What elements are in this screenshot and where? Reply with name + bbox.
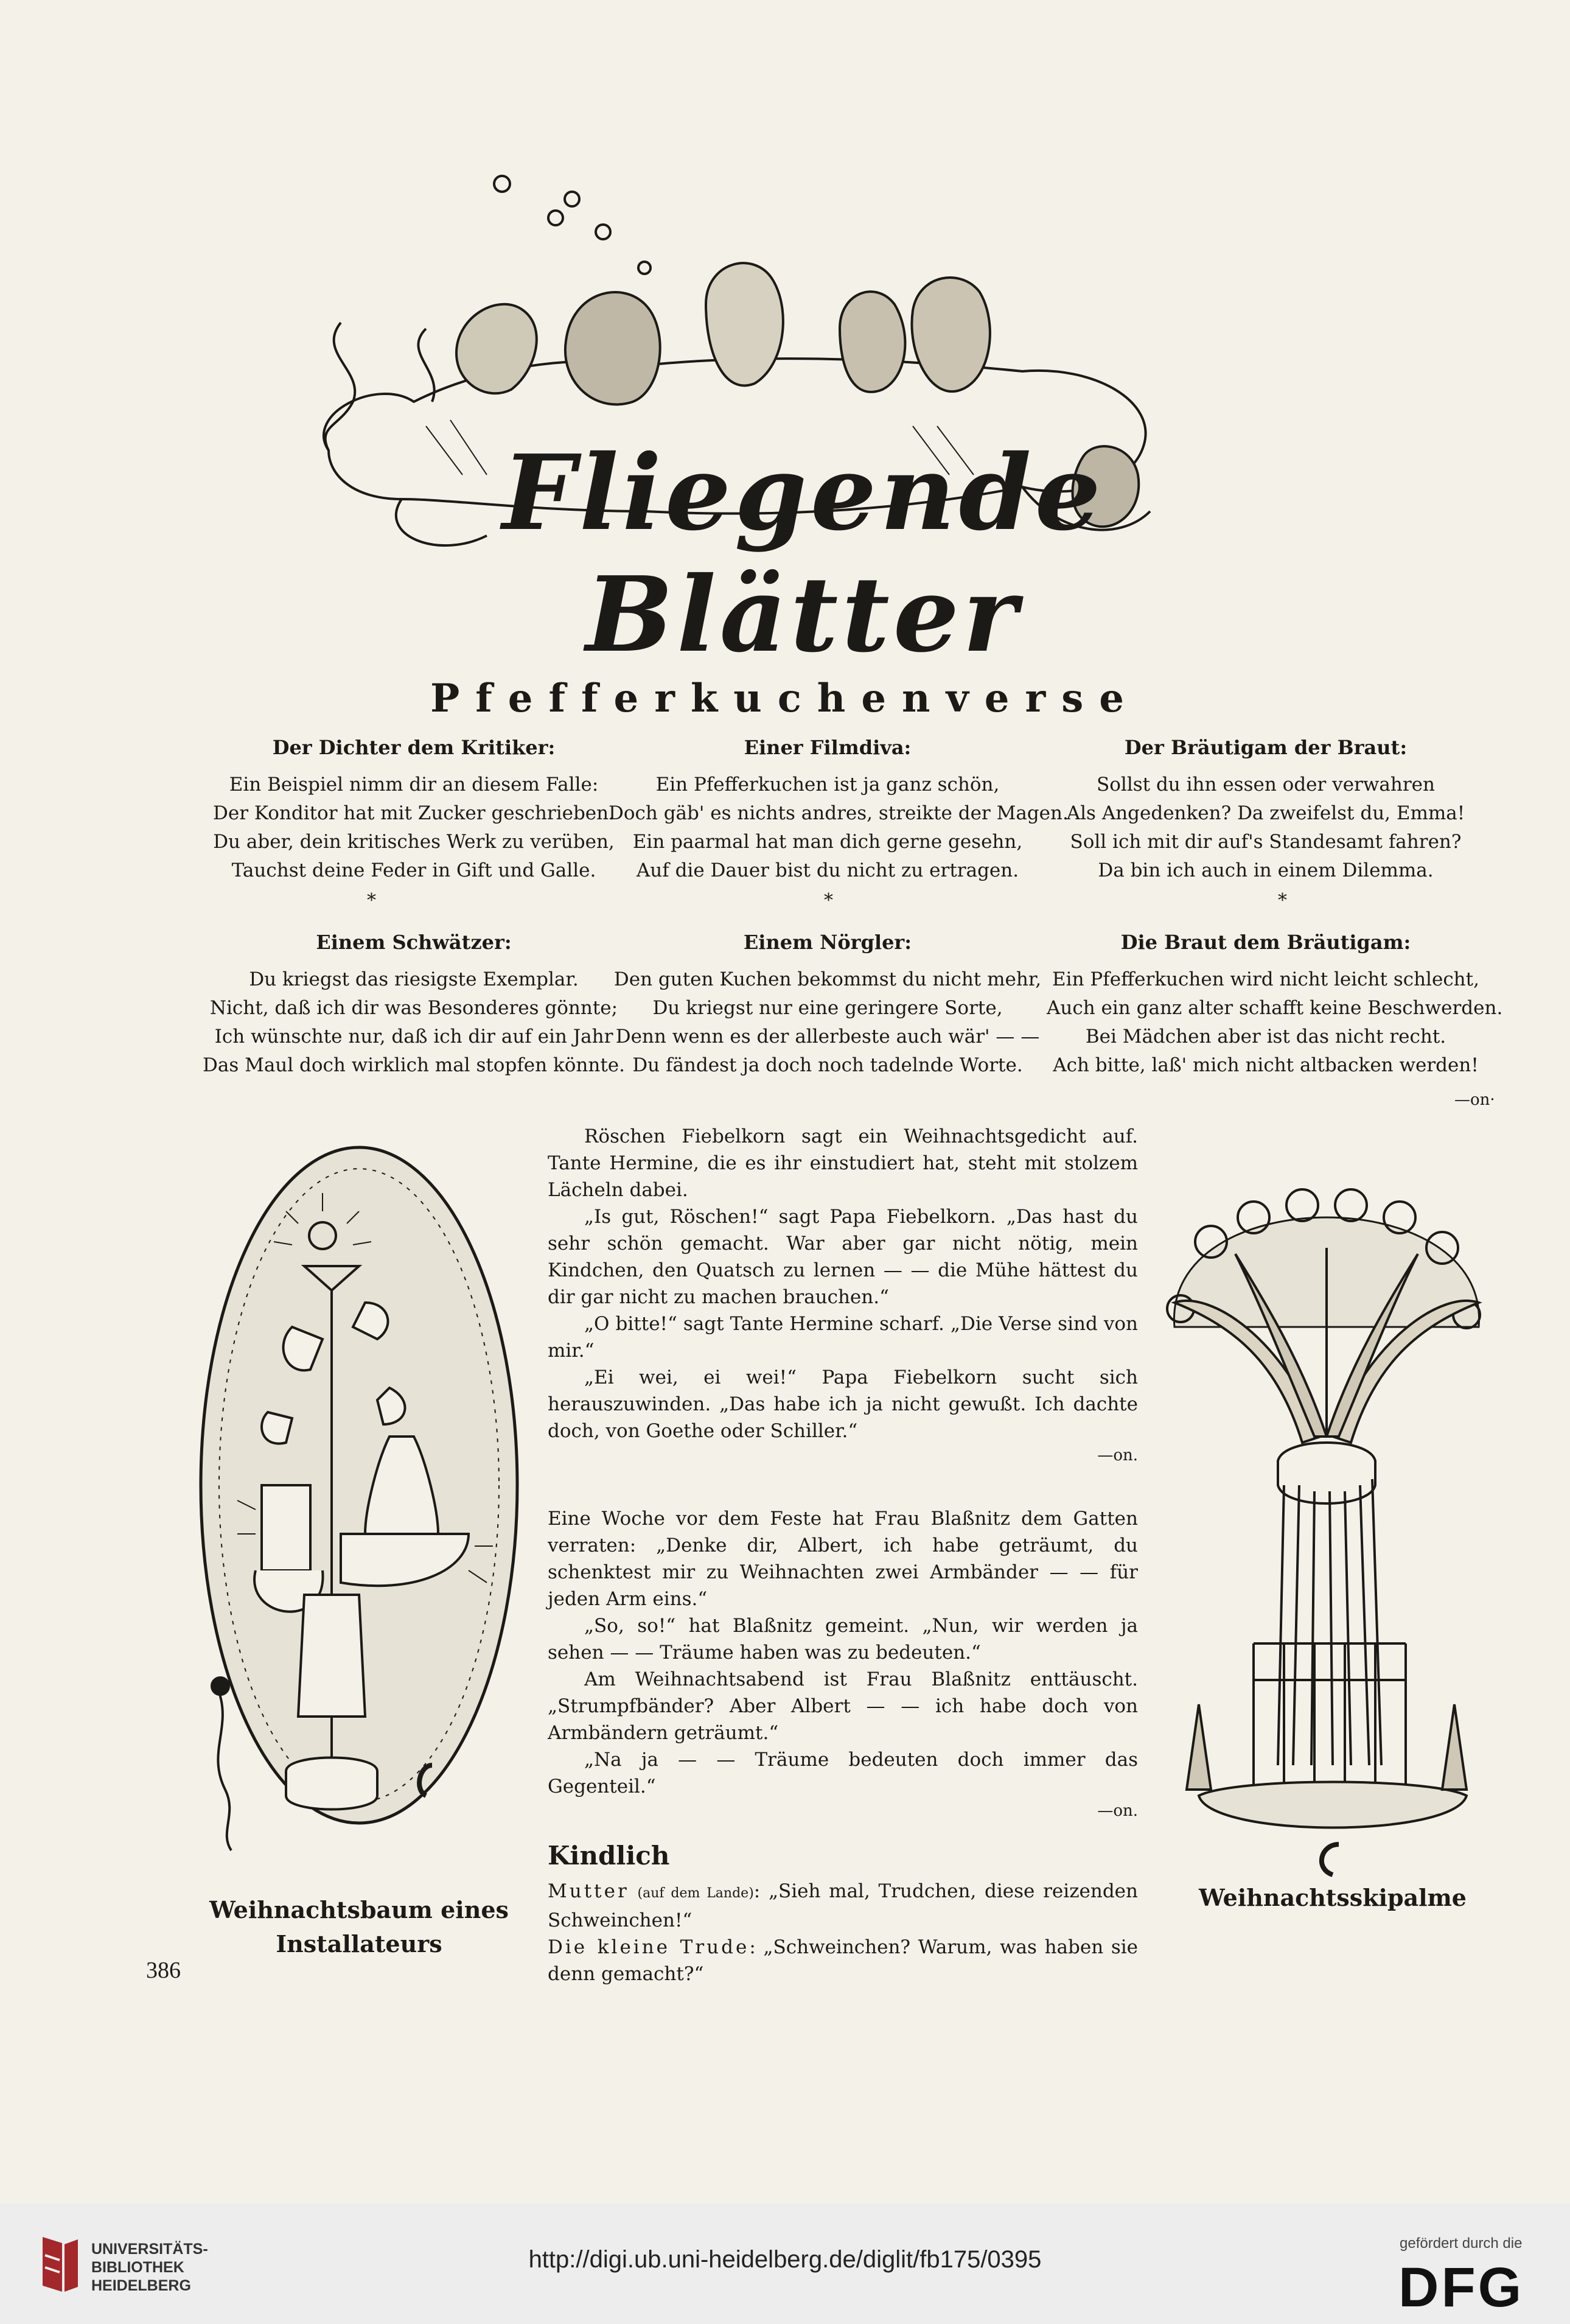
separator-star: *: [824, 890, 833, 911]
poem-line: Tauchst deine Feder in Gift und Galle.: [231, 859, 596, 881]
separator-star: *: [367, 890, 376, 911]
poem-line: Doch gäb' es nichts andres, streikte der Magen.: [609, 802, 1069, 824]
caption-line: Installateurs: [276, 1930, 442, 1958]
poem-line: Ein Beispiel nimm dir an diesem Falle:: [229, 774, 599, 796]
poem-line: Ach bitte, laß' mich nicht altbacken werden!: [1053, 1054, 1479, 1076]
story3-heading: Kindlich: [548, 1841, 670, 1871]
story2-paragraph: Eine Woche vor dem Feste hat Frau Blaßnitz dem Gatten verraten: „Denke dir, Albert, ich habe geträumt, du schenktest mir zu Weihnachten zwei Armbänder — — für jeden Arm eins.“: [548, 1508, 1138, 1610]
separator-star: *: [1278, 890, 1287, 911]
poem-line: Ein Pfefferkuchen wird nicht leicht schlecht,: [1052, 968, 1479, 990]
poems-signature: —on·: [1454, 1091, 1495, 1109]
poem-noergler: [609, 928, 1047, 1080]
story1-paragraph: „O bitte!“ sagt Tante Hermine scharf. „Die Verse sind von mir.“: [548, 1313, 1138, 1362]
poem-braeutigam-braut: [1047, 733, 1485, 885]
caption-ski-palm: Weihnachtsskipalme: [1199, 1884, 1467, 1911]
dfg-logo[interactable]: DFG: [1398, 2256, 1524, 2319]
poem-line: Auch ein ganz alter schafft keine Beschwerden.: [1047, 997, 1503, 1019]
poem-schwaetzer: [195, 928, 633, 1080]
story3-line-trude: [548, 1934, 1138, 1987]
poem-heading: Die Braut dem Bräutigam:: [1120, 931, 1411, 954]
poem-line: Sollst du ihn essen oder verwahren: [1097, 774, 1435, 796]
story1-paragraph: „Ei wei, ei wei!“ Papa Fiebelkorn sucht sich herauszuwinden. „Das habe ich ja nicht gewußt. Ich dachte doch, von Goethe oder Schiller.“: [548, 1367, 1138, 1442]
ski-palm-drawing: [1162, 1181, 1491, 1881]
poem-heading: Einer Filmdiva:: [744, 736, 912, 759]
poem-line: Du fändest ja doch noch tadelnde Worte.: [632, 1054, 1023, 1076]
poem-line: Auf die Dauer bist du nicht zu ertragen.: [636, 859, 1019, 881]
story3-line-mother: [548, 1878, 1138, 1934]
speaker-name: Die kleine Trude: [548, 1936, 750, 1958]
spacer: [548, 1469, 1138, 1505]
story2-paragraph: Am Weihnachtsabend ist Frau Blaßnitz enttäuscht. „Strumpfbänder? Aber Albert — — ich habe doch von Armbändern geträumt.“: [548, 1668, 1138, 1744]
story2-paragraph: „So, so!“ hat Blaßnitz gemeint. „Nun, wir werden ja sehen — — Träume haben was zu bedeuten.“: [548, 1615, 1138, 1664]
illustration-installer-tree: [183, 1144, 523, 1893]
speaker-name: Mutter: [548, 1880, 629, 1902]
story2-paragraph: „Na ja — — Träume bedeuten doch immer das Gegenteil.“: [548, 1749, 1138, 1797]
poem-line: Ein paarmal hat man dich gerne gesehn,: [632, 831, 1023, 853]
library-name-line: BIBLIOTHEK: [91, 2259, 184, 2276]
poem-heading: Einem Nörgler:: [743, 931, 912, 954]
story2-signature: —on.: [1097, 1802, 1138, 1820]
poem-line: Ein Pfefferkuchen ist ja ganz schön,: [655, 774, 1000, 796]
poem-line: Als Angedenken? Da zweifelst du, Emma!: [1066, 802, 1465, 824]
poem-line: Soll ich mit dir auf's Standesamt fahren?: [1070, 831, 1462, 853]
funding-label: gefördert durch die: [1400, 2235, 1523, 2252]
dialogue-text: : „Schweinchen? Warum, was haben sie denn gemacht?“: [548, 1936, 1138, 1985]
masthead: [304, 170, 1168, 676]
poem-heading: Einem Schwätzer:: [316, 931, 512, 954]
poem-braut-braeutigam: [1047, 928, 1503, 1080]
library-name-line: UNIVERSITÄTS-: [91, 2241, 208, 2258]
poem-line: Du aber, dein kritisches Werk zu verüben,: [213, 831, 615, 853]
poem-heading: Der Dichter dem Kritiker:: [272, 736, 556, 759]
poem-line: Denn wenn es der allerbeste auch wär' — —: [615, 1026, 1040, 1048]
illustration-ski-palm: [1162, 1181, 1491, 1881]
page-number: 386: [146, 1958, 181, 1983]
poem-line: Den guten Kuchen bekommst du nicht mehr,: [613, 968, 1042, 990]
poem-line: Ich wünschte nur, daß ich dir auf ein Jahr: [214, 1026, 613, 1048]
article-column: [548, 1123, 1138, 1987]
poem-title: Pfefferkuchenverse: [430, 676, 1140, 721]
story1-paragraph: Röschen Fiebelkorn sagt ein Weihnachtsgedicht auf. Tante Hermine, die es ihr einstudiert hat, steht mit stolzem Lächeln dabei.: [548, 1125, 1138, 1201]
installer-tree-drawing: [183, 1144, 523, 1893]
document-url-link[interactable]: http://digi.ub.uni-heidelberg.de/diglit/fb175/0395: [528, 2246, 1042, 2273]
poem-line: Der Konditor hat mit Zucker geschrieben.: [213, 802, 615, 824]
poem-line: Du kriegst das riesigste Exemplar.: [249, 968, 579, 990]
poem-line: Da bin ich auch in einem Dilemma.: [1098, 859, 1434, 881]
library-name-line: HEIDELBERG: [91, 2277, 191, 2294]
story1-signature: —on.: [1097, 1446, 1138, 1465]
story1-paragraph: „Is gut, Röschen!“ sagt Papa Fiebelkorn. „Das hast du sehr schön gemacht. War aber gar nicht nötig, mein Kindchen, den Quatsch zu lernen — — die Mühe hättest du dir gar nicht zu machen brauchen.“: [548, 1206, 1138, 1308]
caption-line: Weihnachtsbaum eines: [209, 1896, 509, 1923]
poem-filmdiva: [609, 733, 1069, 885]
poem-dichter-kritiker: [195, 733, 633, 885]
poem-heading: Der Bräutigam der Braut:: [1124, 736, 1408, 759]
masthead-title: Fliegende Blätter: [502, 432, 1104, 676]
poem-line: Nicht, daß ich dir was Besonderes gönnte;: [209, 997, 618, 1019]
caption-installer-tree: [152, 1893, 566, 1961]
poem-line: Das Maul doch wirklich mal stopfen könnte.: [202, 1054, 625, 1076]
speaker-note: (auf dem Lande): [637, 1886, 754, 1901]
dialogue-text: : „Sieh mal, Trudchen, diese reizenden Schweinchen!“: [548, 1880, 1138, 1931]
poem-line: Du kriegst nur eine geringere Sorte,: [652, 997, 1003, 1019]
poem-line: Bei Mädchen aber ist das nicht recht.: [1085, 1026, 1446, 1048]
